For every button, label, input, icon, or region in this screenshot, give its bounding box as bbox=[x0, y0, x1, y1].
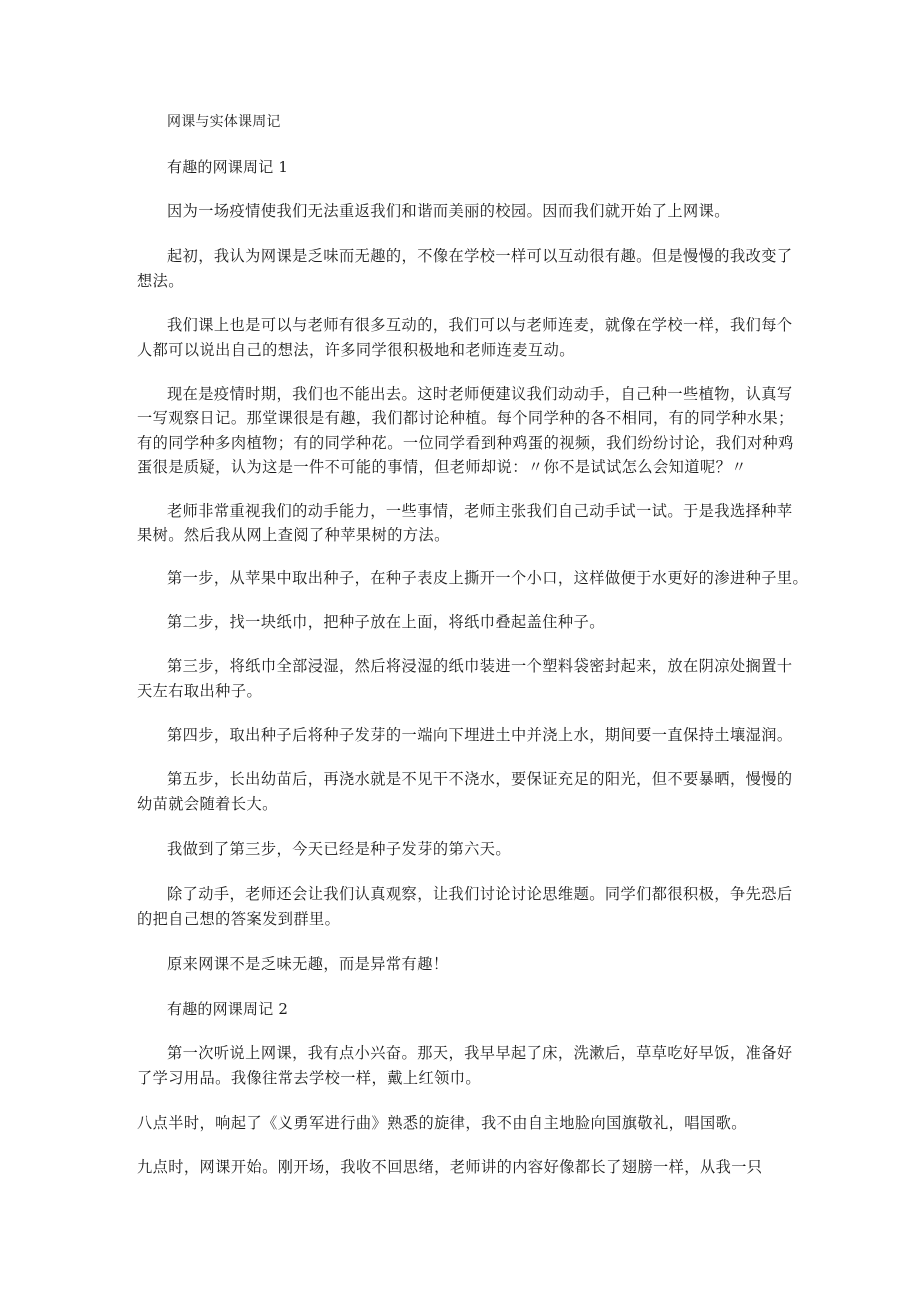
document-title: 网课与实体课周记 bbox=[167, 114, 281, 130]
paragraph-line: 第三步，将纸巾全部浸湿，然后将浸湿的纸巾装进一个塑料袋密封起来，放在阴凉处搁置十 bbox=[167, 657, 793, 675]
paragraph-line: 原来网课不是乏味无趣，而是异常有趣！ bbox=[167, 955, 449, 973]
paragraph-line: 因为一场疫情使我们无法重返我们和谐而美丽的校园。因而我们就开始了上网课。 bbox=[167, 202, 730, 220]
paragraph-line: 现在是疫情时期，我们也不能出去。这时老师便建议我们动动手，自己种一些植物，认真写 bbox=[167, 385, 793, 403]
paragraph-line: 八点半时，响起了《义勇军进行曲》熟悉的旋律，我不由自主地脸向国旗敬礼，唱国歌。 bbox=[137, 1114, 747, 1132]
paragraph-line: 我做到了第三步，今天已经是种子发芽的第六天。 bbox=[167, 840, 512, 858]
paragraph-line: 果树。然后我从网上查阅了种苹果树的方法。 bbox=[137, 526, 450, 544]
paragraph-line: 想法。 bbox=[137, 272, 184, 290]
paragraph-line: 我们课上也是可以与老师有很多互动的，我们可以与老师连麦，就像在学校一样，我们每个 bbox=[167, 316, 793, 334]
paragraph-line: 九点时，网课开始。刚开场，我收不回思绪，老师讲的内容好像都长了翅膀一样，从我一只 bbox=[137, 1158, 763, 1176]
paragraph-line: 蛋很是质疑，认为这是一件不可能的事情，但老师却说：〃你不是试试怎么会知道呢？〃 bbox=[137, 458, 747, 476]
paragraph-line: 第一次听说上网课，我有点小兴奋。那天，我早早起了床，洗漱后，草草吃好早饭，准备好 bbox=[167, 1044, 793, 1062]
paragraph-line: 了学习用品。我像往常去学校一样，戴上红领巾。 bbox=[137, 1069, 482, 1087]
paragraph-line: 第五步，长出幼苗后，再浇水就是不见干不浇水，要保证充足的阳光，但不要暴晒，慢慢的 bbox=[167, 770, 793, 788]
paragraph-line: 第四步，取出种子后将种子发芽的一端向下埋进土中并浇上水，期间要一直保持土壤湿润。 bbox=[167, 726, 793, 744]
paragraph-line: 幼苗就会随着长大。 bbox=[137, 795, 278, 813]
section-1-heading: 有趣的网课周记 1 bbox=[167, 158, 289, 176]
paragraph-line: 一写观察日记。那堂课很是有趣，我们都讨论种植。每个同学种的各不相同，有的同学种水果； bbox=[137, 409, 794, 427]
paragraph-line: 天左右取出种子。 bbox=[137, 682, 263, 700]
paragraph-line: 老师非常重视我们的动手能力，一些事情，老师主张我们自己动手试一试。于是我选择种苹 bbox=[167, 502, 793, 520]
paragraph-line: 的把自己想的答案发到群里。 bbox=[137, 910, 341, 928]
paragraph-line: 第二步，找一块纸巾，把种子放在上面，将纸巾叠起盖住种子。 bbox=[167, 613, 605, 631]
paragraph-line: 第一步，从苹果中取出种子，在种子表皮上撕开一个小口，这样做便于水更好的渗进种子里。 bbox=[167, 569, 809, 587]
paragraph-line: 起初，我认为网课是乏味而无趣的，不像在学校一样可以互动很有趣。但是慢慢的我改变了 bbox=[167, 247, 793, 265]
paragraph-line: 人都可以说出自己的想法，许多同学很积极地和老师连麦互动。 bbox=[137, 341, 575, 359]
section-2-heading: 有趣的网课周记 2 bbox=[167, 1000, 289, 1018]
paragraph-line: 有的同学种多肉植物；有的同学种花。一位同学看到种鸡蛋的视频，我们纷纷讨论，我们对种鸡 bbox=[137, 434, 794, 452]
paragraph-line: 除了动手，老师还会让我们认真观察，让我们讨论讨论思维题。同学们都很积极，争先恐后 bbox=[167, 885, 793, 903]
